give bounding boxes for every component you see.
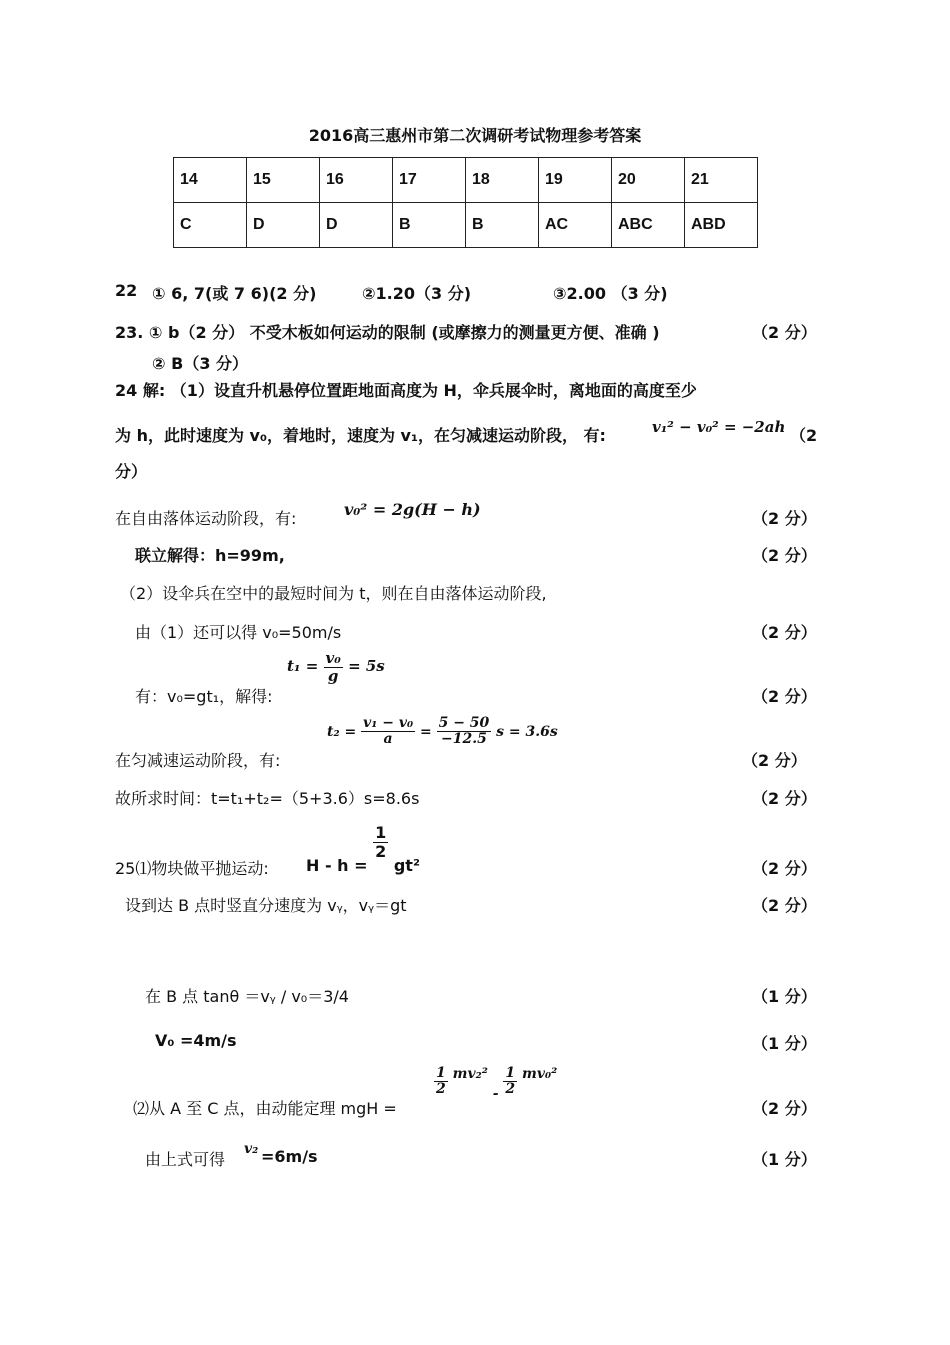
eq3-denominator: g	[327, 666, 339, 685]
eq4-fraction-2	[437, 716, 492, 748]
q25-line-3: 在 B 点 tanθ ＝vᵧ / v₀＝3/4	[145, 987, 349, 1006]
q25-line-1: 25⑴物块做平抛运动:	[115, 859, 269, 878]
q24-line-8-score: （2 分）	[742, 751, 807, 770]
q25-eq1-numerator: 1	[375, 823, 387, 842]
answer-cell: C	[174, 203, 247, 248]
q23-line-2: ② B（3 分）	[152, 354, 249, 373]
answer-cell: ABD	[685, 203, 758, 248]
q24-line-6-score: （2 分）	[752, 623, 817, 642]
q25-eq5-fraction-1	[434, 1066, 448, 1098]
q25-line-1-score: （2 分）	[752, 859, 817, 878]
answer-cell: D	[320, 203, 393, 248]
q23-line-1: 23. ① b（2 分） 不受木板如何运动的限制 (或摩擦力的测量更方便、准确 )	[115, 323, 660, 342]
question-number: 14	[174, 158, 247, 203]
q25-line-4-score: （1 分）	[752, 1034, 817, 1053]
q25-eq1-fraction	[373, 824, 388, 860]
q25-line-6-result: =6m/s	[261, 1147, 318, 1166]
eq4-denominator-2: −12.5	[441, 731, 487, 748]
question-number: 18	[466, 158, 539, 203]
q25-line-3-score: （1 分）	[752, 987, 817, 1006]
q22-answer-1: ① 6, 7(或 7 6)(2 分)	[152, 284, 317, 303]
answer-table	[173, 157, 758, 248]
answer-cell: AC	[539, 203, 612, 248]
q24-line-8: 在匀减速运动阶段，有:	[115, 751, 281, 770]
question-number: 17	[393, 158, 466, 203]
q24-line-1: 24 解: （1）设直升机悬停位置距地面高度为 H，伞兵展伞时，离地面的高度至少	[115, 381, 697, 400]
q22-answer-2: ②1.20（3 分)	[362, 284, 472, 303]
eq4-fraction-1	[361, 716, 415, 748]
q23-line-1-score: （2 分）	[752, 323, 817, 342]
q24-line-7: 有：v₀=gt₁，解得:	[135, 687, 273, 706]
q25-eq5-term-1: mv₂²	[452, 1066, 488, 1082]
q25-line-2-score: （2 分）	[752, 896, 817, 915]
q25-line-6: 由上式可得	[145, 1150, 226, 1169]
eq4-denominator-1: a	[383, 731, 393, 748]
answer-table-answer-row	[174, 203, 758, 248]
q24-line-4-score: （2 分）	[752, 546, 817, 565]
q24-equation-2: v₀² = 2g(H − h)	[344, 500, 481, 519]
q24-line-2-score-cont: 分）	[115, 462, 148, 481]
q25-eq5-denominator-1: 2	[436, 1081, 446, 1098]
q24-line-7-score: （2 分）	[752, 687, 817, 706]
answer-cell: D	[247, 203, 320, 248]
q24-line-5: （2）设伞兵在空中的最短时间为 t，则在自由落体运动阶段,	[120, 584, 547, 603]
q25-line-6-variable: v₂	[244, 1141, 259, 1157]
question-number: 19	[539, 158, 612, 203]
q24-line-6: 由（1）还可以得 v₀=50m/s	[135, 623, 342, 642]
q25-eq5-fraction-2	[503, 1066, 517, 1098]
answer-cell: ABC	[612, 203, 685, 248]
question-number: 20	[612, 158, 685, 203]
page-title: 2016高三惠州市第二次调研考试物理参考答案	[308, 126, 642, 145]
q24-line-9: 故所求时间：t=t₁+t₂=（5+3.6）s=8.6s	[115, 789, 420, 808]
q25-eq5-numerator-2: 1	[505, 1065, 516, 1081]
q24-line-3-score: （2 分）	[752, 509, 817, 528]
q25-line-2: 设到达 B 点时竖直分速度为 vᵧ，vᵧ＝gt	[125, 896, 407, 915]
eq4-equals: =	[419, 723, 432, 740]
q25-line-6-score: （1 分）	[752, 1150, 817, 1169]
q25-line-4: V₀ =4m/s	[155, 1031, 237, 1050]
eq4-lhs: t₂ =	[327, 723, 357, 740]
answer-cell: B	[466, 203, 539, 248]
q25-equation-5	[434, 1065, 558, 1102]
answer-table-header-row	[174, 158, 758, 203]
eq3-rhs: = 5s	[348, 657, 385, 675]
q24-line-2: 为 h，此时速度为 v₀，着地时，速度为 v₁，在匀减速运动阶段， 有:	[115, 426, 606, 445]
q25-eq1-denominator: 2	[375, 841, 387, 861]
question-number: 16	[320, 158, 393, 203]
q24-equation-3	[287, 650, 385, 684]
eq3-numerator: v₀	[325, 649, 341, 667]
question-number: 21	[685, 158, 758, 203]
q24-equation-1: v₁² − v₀² = −2ah	[652, 418, 786, 436]
q24-equation-4	[327, 716, 558, 748]
eq4-numerator-2: 5 − 50	[438, 715, 490, 731]
q25-line-5: ⑵从 A 至 C 点，由动能定理 mgH =	[133, 1099, 397, 1118]
q25-eq1-lhs: H - h =	[306, 856, 368, 875]
q25-equation-1	[306, 823, 420, 875]
q24-line-4: 联立解得：h=99m,	[135, 546, 285, 565]
eq3-lhs: t₁ =	[287, 657, 319, 675]
q25-eq5-minus: -	[492, 1086, 499, 1102]
q24-line-3: 在自由落体运动阶段，有:	[115, 509, 297, 528]
eq4-numerator-1: v₁ − v₀	[363, 715, 414, 731]
q22-answer-3: ③2.00 （3 分)	[553, 284, 668, 303]
q25-line-5-score: （2 分）	[752, 1099, 817, 1118]
q25-eq5-numerator-1: 1	[436, 1065, 446, 1081]
q25-eq1-rhs: gt²	[393, 856, 420, 875]
q24-line-9-score: （2 分）	[752, 789, 817, 808]
eq3-fraction	[324, 650, 343, 684]
q25-eq5-denominator-2: 2	[505, 1081, 516, 1098]
q22-number: 22	[115, 281, 138, 300]
answer-cell: B	[393, 203, 466, 248]
question-number: 15	[247, 158, 320, 203]
q24-line-2-score: （2	[790, 426, 818, 445]
q25-eq5-term-2: mv₀²	[522, 1066, 558, 1082]
eq4-rhs: s = 3.6s	[496, 723, 558, 740]
